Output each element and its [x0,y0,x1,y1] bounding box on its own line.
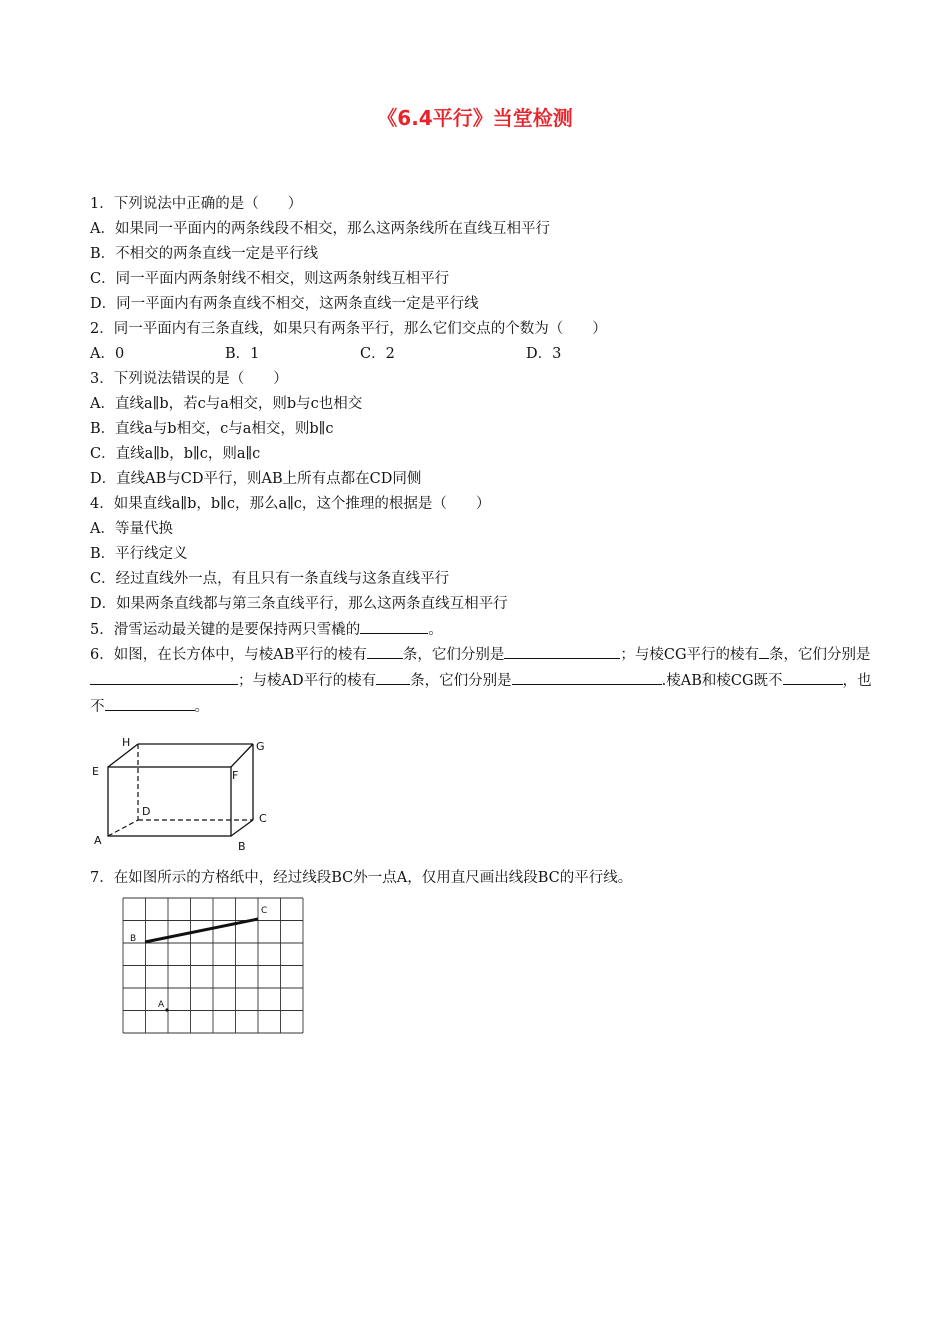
q6-part-8: ，也不 [90,673,872,715]
q6-blank-1[interactable] [367,642,403,659]
q1-stem: 1．下列说法中正确的是（ ） [90,196,303,212]
q1-option-d: D．同一平面内有两条直线不相交，这两条直线一定是平行线 [90,296,479,312]
q3-option-c: C．直线a∥b，b∥c，则a∥c [90,446,261,462]
q5-text: 5．滑雪运动最关键的是要保持两只雪橇的 [90,622,361,638]
vertex-label-A: A [94,834,102,847]
segment-BC [145,919,258,942]
q1-option-b: B．不相交的两条直线一定是平行线 [90,246,319,262]
q6-part-5: ；与棱AD平行的棱有 [238,673,377,689]
q7-text: 7．在如图所示的方格纸中，经过线段BC外一点A，仅用直尺画出线段BC的平行线。 [90,870,633,886]
vertex-label-F: F [232,769,239,782]
question-list [90,192,880,720]
q4-option-b: B．平行线定义 [90,546,188,562]
q2-options [90,342,880,367]
edge-FG [231,744,253,767]
q2-option-a: A．0 [90,346,125,362]
q6-blank-5[interactable] [376,668,410,685]
q6-part-9: 。 [194,699,209,715]
q3-stem: 3．下列说法错误的是（ ） [90,371,288,387]
q3-option-a: A．直线a∥b，若c与a相交，则b与c也相交 [90,396,363,412]
q1-option-c: C．同一平面内两条射线不相交，则这两条射线互相平行 [90,271,450,287]
q3-option-d: D．直线AB与CD平行，则AB上所有点都在CD同侧 [90,471,422,487]
q2-option-b: B．1 [225,346,260,362]
point-label-C: C [261,906,268,916]
q6-blank-2[interactable] [504,642,620,659]
vertex-label-H: H [122,736,131,749]
q6-part-7: .棱AB和棱CG既不 [661,673,783,689]
vertex-label-E: E [92,765,99,778]
vertex-label-C: C [259,812,267,825]
q6-part-2: 条，它们分别是 [402,647,505,663]
q4-option-d: D．如果两条直线都与第三条直线平行，那么这两条直线互相平行 [90,596,508,612]
q6 [90,642,880,720]
vertex-label-D: D [142,805,151,818]
grid-figure [118,895,308,1040]
cuboid-front-face [108,767,231,836]
page-title: 《6.4平行》当堂检测 [377,106,573,130]
q6-part-6: 条，它们分别是 [410,673,512,689]
q6-part-3: ；与棱CG平行的棱有 [620,647,760,663]
vertex-label-G: G [256,740,265,753]
q6-blank-8[interactable] [105,694,195,711]
point-label-B: B [130,934,137,944]
vertex-label-B: B [238,840,246,853]
q1-option-a: A．如果同一平面内的两条线段不相交，那么这两条线所在直线互相平行 [90,221,550,237]
q2-stem: 2．同一平面内有三条直线，如果只有两条平行，那么它们交点的个数为（ ） [90,321,607,337]
q3-option-b: B．直线a与b相交，c与a相交，则b∥c [90,421,334,437]
q6-blank-6[interactable] [512,668,662,685]
q6-part-4: 条，它们分别是 [769,647,871,663]
q2-option-d: D．3 [526,346,562,362]
point-label-A: A [158,1000,165,1010]
hidden-edge-AD [108,820,138,836]
q4-stem: 4．如果直线a∥b，b∥c，那么a∥c，这个推理的根据是（ ） [90,496,491,512]
q5 [90,617,880,642]
grid-lines [123,898,303,1033]
edge-BC [231,820,253,836]
q6-blank-4[interactable] [90,668,238,685]
point-A [165,1008,168,1011]
cuboid-figure [86,730,276,855]
q6-blank-7[interactable] [783,668,843,685]
q5-answer-blank[interactable] [360,617,428,634]
q4-option-c: C．经过直线外一点，有且只有一条直线与这条直线平行 [90,571,450,587]
q2-option-c: C．2 [360,346,395,362]
q6-part-1: 6．如图，在长方体中，与棱AB平行的棱有 [90,647,367,663]
q5-end: 。 [428,622,443,638]
q6-blank-3[interactable] [759,642,769,659]
q4-option-a: A．等量代换 [90,521,173,537]
